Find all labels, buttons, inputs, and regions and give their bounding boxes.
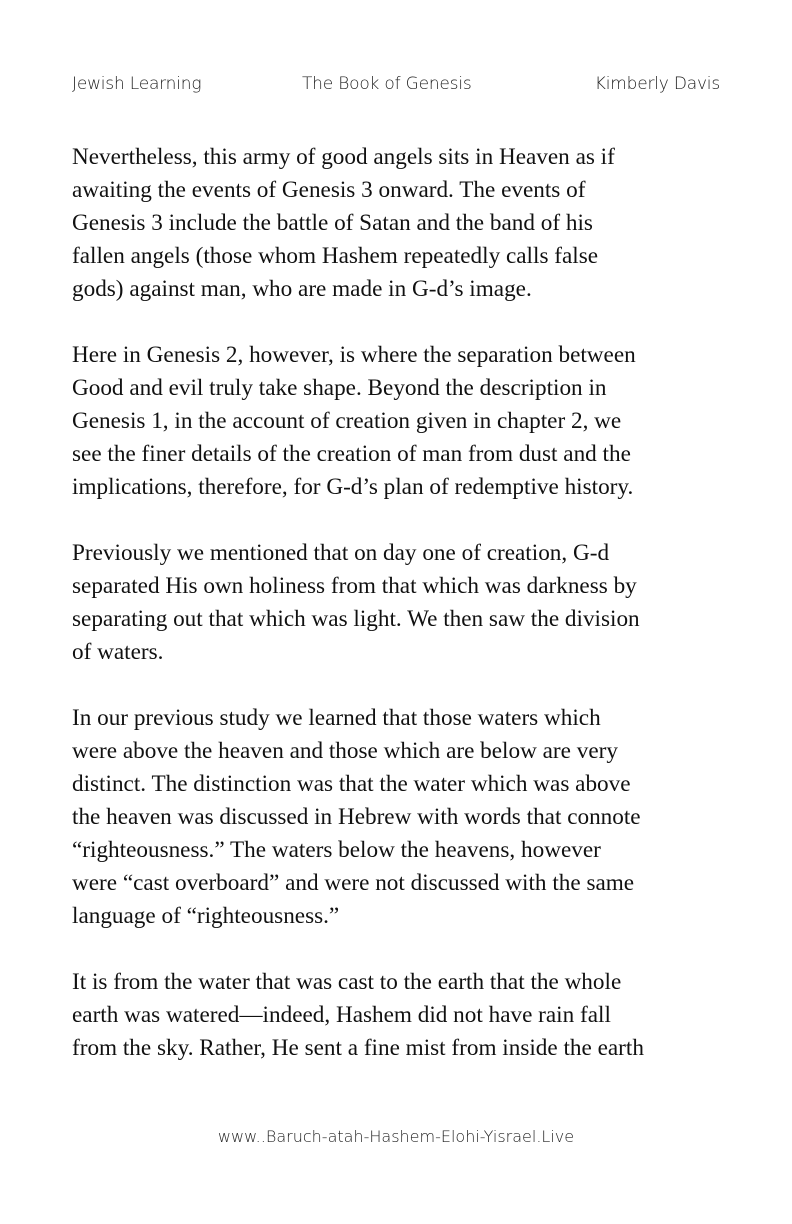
text-line: Genesis 1, in the account of creation given in chapter 2, we — [72, 408, 622, 434]
text-line: It is from the water that was cast to the earth that the whole — [72, 969, 622, 995]
paragraph — [72, 339, 732, 504]
header-category: Jewish Learning — [72, 74, 202, 94]
text-line: from the sky. Rather, He sent a fine mist from inside the earth — [72, 1035, 644, 1061]
text-line: earth was watered—indeed, Hashem did not have rain fall — [72, 1002, 611, 1028]
text-line: Genesis 3 include the battle of Satan and the band of his — [72, 210, 593, 236]
header-book-title: The Book of Genesis — [302, 74, 472, 94]
text-line: separated His own holiness from that which was darkness by — [72, 573, 637, 599]
text-line: see the finer details of the creation of man from dust and the — [72, 441, 631, 467]
paragraph — [72, 966, 732, 1065]
footer-url: www..Baruch-atah-Hashem-Elohi-Yisrael.Live — [217, 1127, 575, 1146]
text-line: Here in Genesis 2, however, is where the separation between — [72, 342, 636, 368]
text-line: In our previous study we learned that those waters which — [72, 705, 601, 731]
paragraph — [72, 702, 732, 933]
text-line: separating out that which was light. We then saw the division — [72, 606, 640, 632]
text-line: Previously we mentioned that on day one of creation, G-d — [72, 540, 610, 566]
text-line: fallen angels (those whom Hashem repeatedly calls false — [72, 243, 599, 269]
text-line: language of “righteousness.” — [72, 903, 340, 929]
text-line: “righteousness.” The waters below the heavens, however — [72, 837, 601, 863]
text-line: of waters. — [72, 639, 164, 665]
paragraph — [72, 141, 732, 306]
text-line: implications, therefore, for G-d’s plan of redemptive history. — [72, 474, 634, 500]
text-line: Good and evil truly take shape. Beyond the description in — [72, 375, 607, 401]
text-line: distinct. The distinction was that the water which was above — [72, 771, 631, 797]
text-line: the heaven was discussed in Hebrew with words that connote — [72, 804, 641, 830]
header-author: Kimberly Davis — [594, 74, 720, 94]
text-line: were “cast overboard” and were not discussed with the same — [72, 870, 635, 896]
text-line: awaiting the events of Genesis 3 onward. The events of — [72, 177, 586, 203]
paragraph — [72, 537, 732, 669]
text-line: Nevertheless, this army of good angels sits in Heaven as if — [72, 144, 615, 170]
text-line: were above the heaven and those which are below are very — [72, 738, 618, 764]
text-line: gods) against man, who are made in G-d’s image. — [72, 276, 532, 302]
document-body — [72, 141, 732, 1098]
